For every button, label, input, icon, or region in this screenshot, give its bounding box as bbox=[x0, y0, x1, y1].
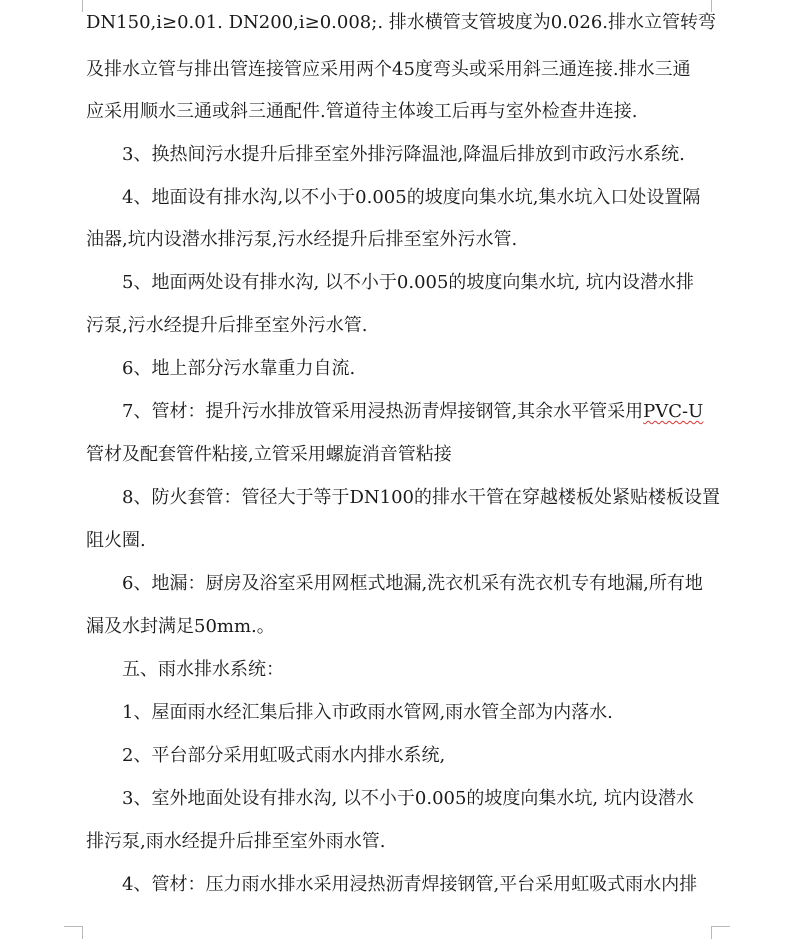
margin-corner-mark bbox=[711, 926, 730, 939]
spellcheck-flagged-word: PVC-U bbox=[643, 401, 704, 422]
text-line: 漏及水封满足50mm.。 bbox=[86, 616, 275, 637]
text-line: 6、地上部分污水靠重力自流. bbox=[122, 358, 356, 379]
text-line: 管材及配套管件粘接,立管采用螺旋消音管粘接 bbox=[86, 444, 452, 465]
text-line: 4、管材：压力雨水排水采用浸热沥青焊接钢管,平台采用虹吸式雨水内排 bbox=[122, 874, 698, 895]
margin-corner-mark bbox=[64, 926, 83, 939]
text-line: 应采用顺水三通或斜三通配件.管道待主体竣工后再与室外检查井连接. bbox=[86, 101, 638, 122]
text-line: 3、室外地面处设有排水沟, 以不小于0.005的坡度向集水坑, 坑内设潜水 bbox=[122, 788, 694, 809]
text-line: 5、地面两处设有排水沟, 以不小于0.005的坡度向集水坑, 坑内设潜水排 bbox=[122, 272, 694, 293]
text-line: DN150,i≥0.01. DN200,i≥0.008;. 排水横管支管坡度为0.026.排水立管转弯 bbox=[86, 12, 717, 33]
text-line: 4、地面设有排水沟,以不小于0.005的坡度向集水坑,集水坑入口处设置隔 bbox=[122, 187, 701, 208]
text-line: 及排水立管与排出管连接管应采用两个45度弯头或采用斜三通连接.排水三通 bbox=[86, 59, 691, 80]
text-segment: 7、管材：提升污水排放管采用浸热沥青焊接钢管,其余水平管采用 bbox=[122, 401, 644, 422]
text-line: 6、地漏：厨房及浴室采用网框式地漏,洗衣机采有洗衣机专有地漏,所有地 bbox=[122, 573, 703, 594]
text-line: 8、防火套管：管径大于等于DN100的排水干管在穿越楼板处紧贴楼板设置 bbox=[122, 487, 720, 508]
text-line: 1、屋面雨水经汇集后排入市政雨水管网,雨水管全部为内落水. bbox=[122, 702, 613, 723]
margin-corner-mark bbox=[64, 0, 83, 12]
text-line: 2、平台部分采用虹吸式雨水内排水系统, bbox=[122, 745, 446, 766]
text-line: 3、换热间污水提升后排至室外排污降温池,降温后排放到市政污水系统. bbox=[122, 144, 685, 165]
section-heading: 五、雨水排水系统： bbox=[122, 659, 284, 680]
text-line: 阻火圈. bbox=[86, 530, 146, 551]
text-line: 排污泵,雨水经提升后排至室外雨水管. bbox=[86, 831, 386, 852]
text-line: 油器,坑内设潜水排污泵,污水经提升后排至室外污水管. bbox=[86, 229, 518, 250]
text-line bbox=[122, 400, 731, 424]
text-line: 污泵,污水经提升后排至室外污水管. bbox=[86, 315, 368, 336]
